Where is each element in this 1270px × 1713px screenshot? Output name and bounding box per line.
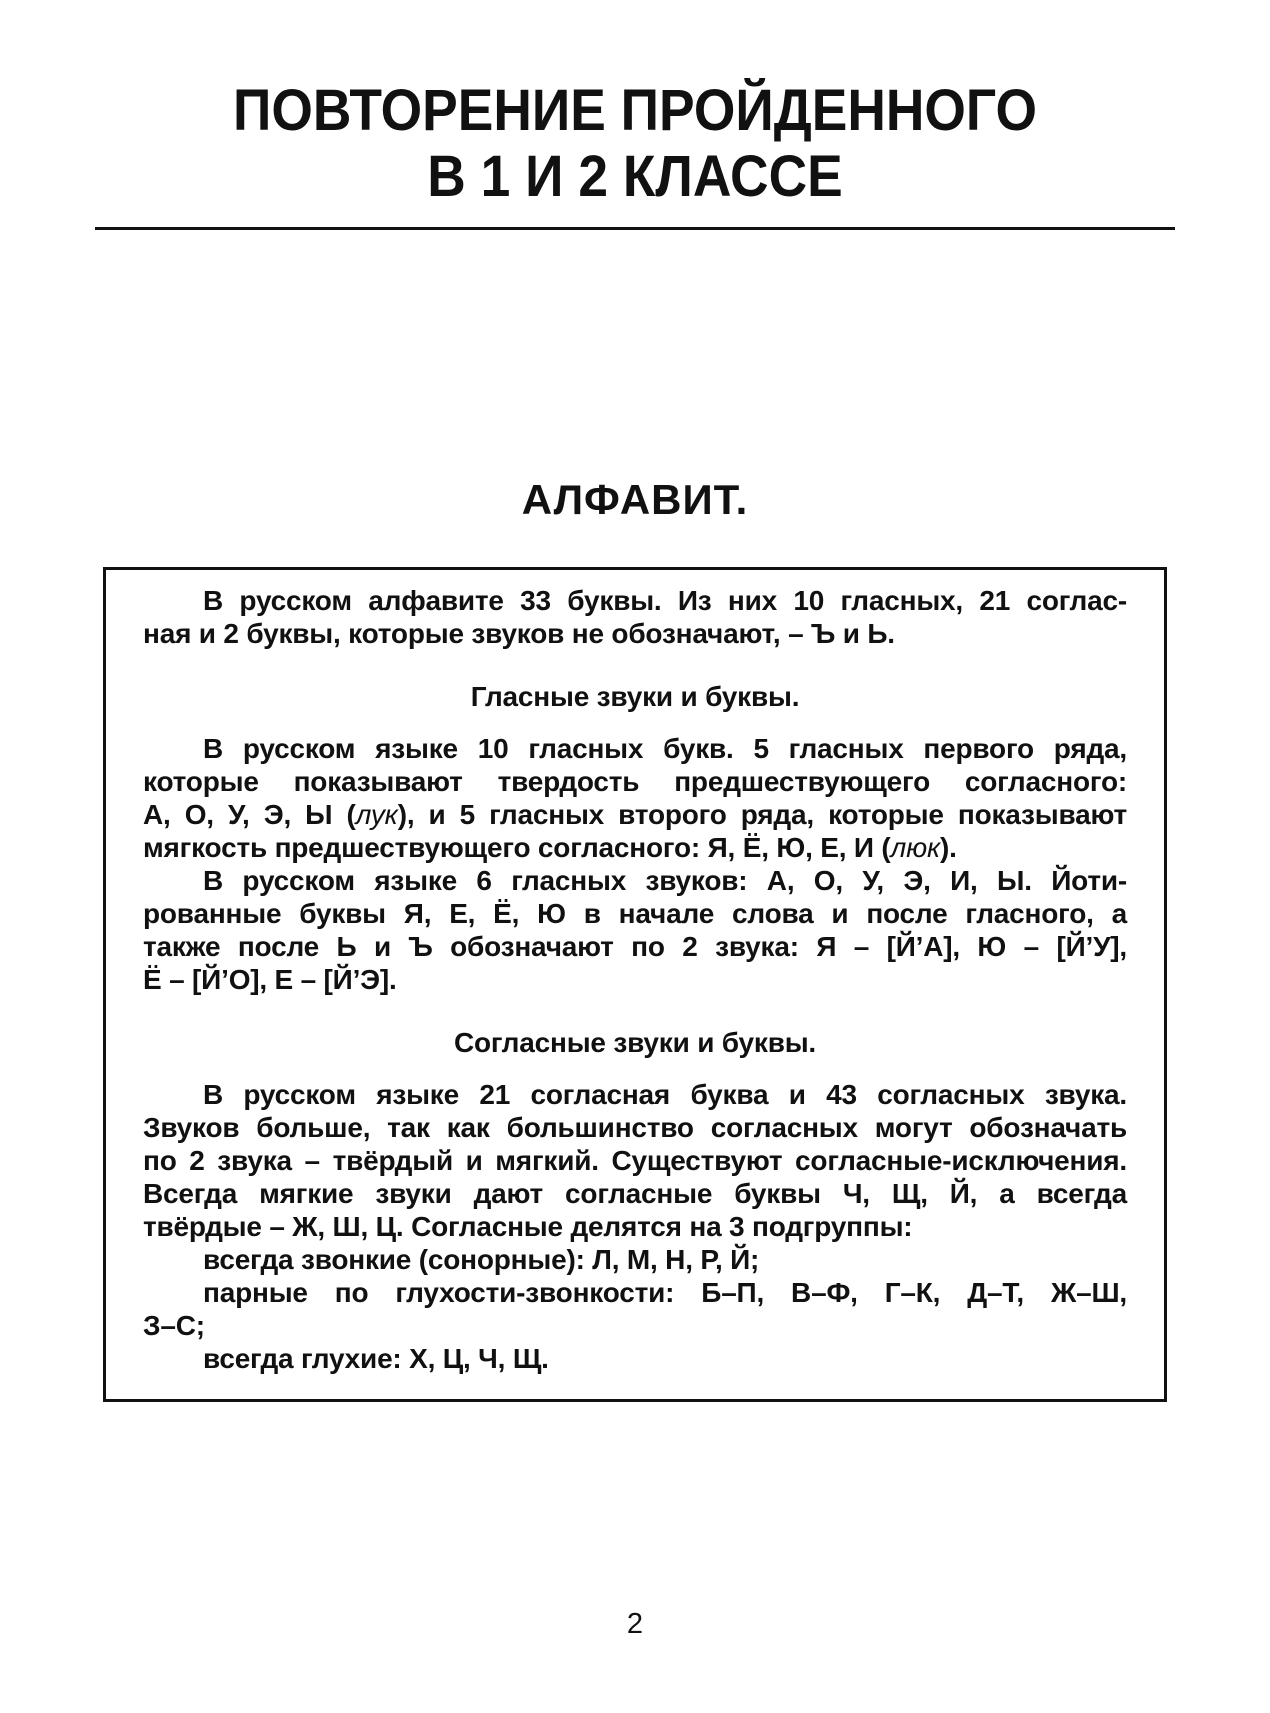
text-line xyxy=(143,1342,1127,1375)
italic-example-word: лук xyxy=(355,799,398,830)
text-segment: В русском языке 6 гласных звуков: А, О, У, Э, И, Ы. Йоти- xyxy=(203,865,1127,896)
consonants-paragraph xyxy=(143,1078,1127,1243)
text-line xyxy=(143,1078,1127,1111)
intro-paragraph xyxy=(143,584,1127,650)
text-line xyxy=(143,930,1127,963)
text-line xyxy=(143,1144,1127,1177)
chapter-title xyxy=(0,78,1270,210)
text-line xyxy=(143,1243,1127,1276)
text-segment: которые показывают твердость предшествующего согласного: xyxy=(143,766,1127,797)
text-line xyxy=(143,1111,1127,1144)
text-line xyxy=(143,897,1127,930)
text-segment: ная и 2 буквы, которые звуков не обозначают, – Ъ и Ь. xyxy=(143,618,895,649)
text-segment: всегда звонкие (сонорные): Л, М, Н, Р, Й; xyxy=(203,1244,760,1275)
text-line xyxy=(143,963,1127,996)
text-segment: В русском языке 21 согласная буква и 43 согласных звука. xyxy=(203,1079,1127,1110)
text-segment: также после Ь и Ъ обозначают по 2 звука: Я – [Й’А], Ю – [Й’У], xyxy=(143,931,1127,962)
text-line xyxy=(143,798,1127,831)
text-line xyxy=(143,1276,1127,1309)
text-segment: Звуков больше, так как большинство согласных могут обозначать xyxy=(143,1112,1127,1143)
text-line xyxy=(143,617,1127,650)
text-line xyxy=(143,831,1127,864)
consonants-subheading: Согласные звуки и буквы. xyxy=(453,1027,817,1058)
text-segment: ), и 5 гласных второго ряда, которые показывают xyxy=(397,799,1127,830)
vowels-subheading: Гласные звуки и буквы. xyxy=(470,681,800,712)
text-line xyxy=(143,1309,1127,1342)
text-segment: всегда глухие: Х, Ц, Ч, Щ. xyxy=(203,1343,549,1374)
alphabet-info-box xyxy=(103,567,1167,1402)
text-line xyxy=(143,864,1127,897)
section-heading: АЛФАВИТ. xyxy=(521,476,749,523)
chapter-title-line-1: ПОВТОРЕНИЕ ПРОЙДЕННОГО xyxy=(233,78,1037,143)
consonant-groups-list xyxy=(143,1243,1127,1375)
text-segment: З–С; xyxy=(143,1310,205,1341)
text-segment: мягкость предшествующего согласного: Я, Ё, Ю, Е, И ( xyxy=(143,832,891,863)
text-segment: по 2 звука – твёрдый и мягкий. Существуют согласные-исключения. xyxy=(143,1145,1127,1176)
text-line xyxy=(143,1177,1127,1210)
text-line xyxy=(143,584,1127,617)
text-segment: парные по глухости-звонкости: Б–П, В–Ф, Г–К, Д–Т, Ж–Ш, xyxy=(203,1277,1127,1308)
text-segment: рованные буквы Я, Е, Ё, Ю в начале слова и после гласного, а xyxy=(143,898,1127,929)
title-divider-rule xyxy=(95,227,1175,230)
text-segment: В русском алфавите 33 буквы. Из них 10 гласных, 21 соглас- xyxy=(203,585,1127,616)
page-number: 2 xyxy=(626,1608,644,1640)
vowel-letters-paragraph xyxy=(143,732,1127,864)
text-segment: Ё – [Й’О], Е – [Й’Э]. xyxy=(143,964,397,995)
text-segment: твёрдые – Ж, Ш, Ц. Согласные делятся на 3 подгруппы: xyxy=(143,1211,913,1242)
text-segment: ). xyxy=(939,832,957,863)
text-segment: А, О, У, Э, Ы ( xyxy=(143,799,356,830)
chapter-title-line-2: В 1 И 2 КЛАССЕ xyxy=(427,144,843,209)
vowel-sounds-paragraph xyxy=(143,864,1127,996)
text-line xyxy=(143,1210,1127,1243)
text-line xyxy=(143,765,1127,798)
italic-example-word: люк xyxy=(890,832,940,863)
text-segment: Всегда мягкие звуки дают согласные буквы Ч, Щ, Й, а всегда xyxy=(143,1178,1127,1209)
text-line xyxy=(143,732,1127,765)
text-segment: В русском языке 10 гласных букв. 5 гласных первого ряда, xyxy=(203,733,1127,764)
